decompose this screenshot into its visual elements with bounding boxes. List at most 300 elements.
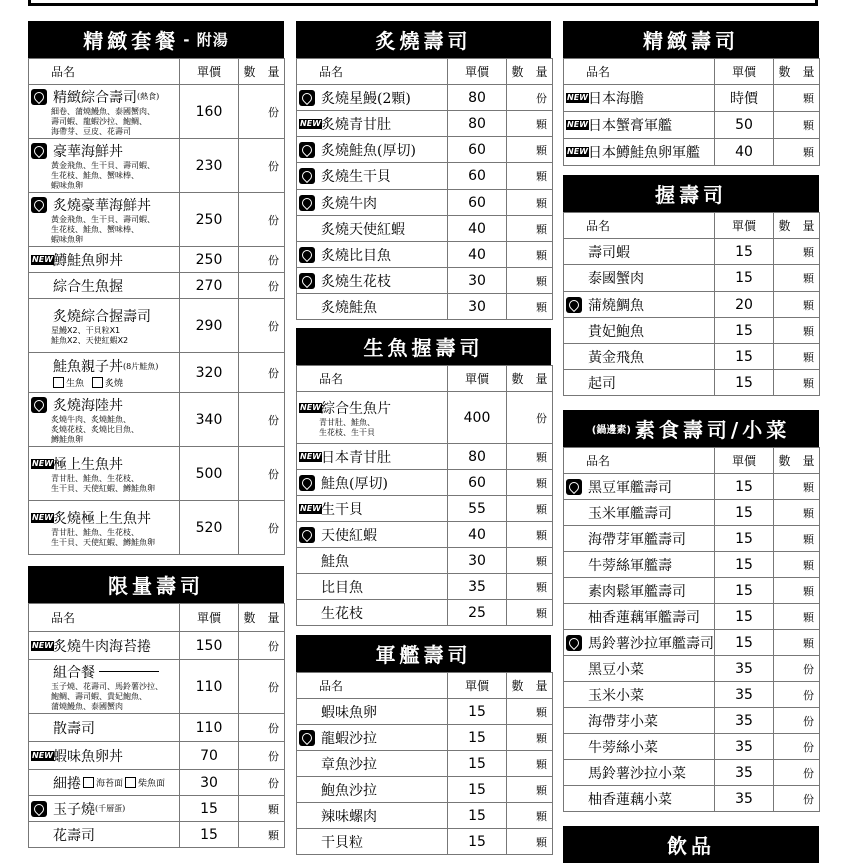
item-name: 日本青甘肚 <box>321 449 391 466</box>
section-nigiri <box>563 175 819 396</box>
option-checkbox[interactable] <box>53 377 64 388</box>
item-name: 馬鈴薯沙拉小菜 <box>588 765 686 782</box>
item-price: 25 <box>448 600 507 626</box>
table-row[interactable] <box>297 803 553 829</box>
table-header-row <box>297 673 553 699</box>
item-price: 30 <box>448 548 507 574</box>
item-name: 散壽司 <box>53 720 95 737</box>
column-header-price: 單價 <box>180 604 239 632</box>
table-row[interactable] <box>297 85 553 111</box>
item-quantity-cell[interactable]: 顆 <box>774 630 820 656</box>
table-row[interactable] <box>29 660 285 714</box>
item-quantity-cell[interactable]: 份 <box>239 353 285 393</box>
item-quantity-cell[interactable]: 顆 <box>507 470 553 496</box>
item-name-cell <box>297 470 448 496</box>
item-name-cell <box>29 796 180 822</box>
table-row[interactable] <box>564 630 820 656</box>
table-row[interactable] <box>297 777 553 803</box>
option-checkbox[interactable] <box>92 377 103 388</box>
item-quantity-cell[interactable]: 顆 <box>507 163 553 190</box>
item-name-cell <box>564 708 715 734</box>
item-name: 蝦味魚卵丼 <box>53 748 123 765</box>
table-row[interactable] <box>564 552 820 578</box>
item-price: 15 <box>715 344 774 370</box>
option-label: 柴魚面 <box>138 779 166 789</box>
table-row[interactable] <box>564 786 820 812</box>
item-name: 炙燒綜合握壽司 <box>53 308 151 325</box>
new-badge-icon: NEW <box>300 402 321 412</box>
item-quantity-cell[interactable]: 顆 <box>507 190 553 216</box>
item-name: 鱒鮭魚卵丼 <box>53 252 123 269</box>
table-row[interactable] <box>564 344 820 370</box>
item-name-cell <box>297 111 448 137</box>
table-row[interactable] <box>29 247 285 273</box>
section-header <box>563 21 819 58</box>
item-price: 60 <box>448 470 507 496</box>
item-name: 龍蝦沙拉 <box>321 730 377 747</box>
table-header-row <box>564 59 820 85</box>
item-name: 海帶芽小菜 <box>588 713 658 730</box>
item-name: 章魚沙拉 <box>321 756 377 773</box>
item-quantity-cell[interactable]: 顆 <box>507 216 553 242</box>
item-quantity-cell[interactable]: 顆 <box>774 578 820 604</box>
item-quantity-cell[interactable]: 顆 <box>774 552 820 578</box>
item-quantity-cell[interactable]: 顆 <box>507 803 553 829</box>
item-quantity-cell[interactable]: 份 <box>239 742 285 770</box>
item-description: 星鰻X2、干貝粒X1 <box>51 325 121 335</box>
item-quantity-cell[interactable]: 顆 <box>507 111 553 137</box>
section-title: 精緻套餐 <box>83 29 180 53</box>
table-row[interactable] <box>564 139 820 166</box>
item-name: 鮑魚沙拉 <box>321 782 377 799</box>
item-quantity-cell[interactable]: 份 <box>774 708 820 734</box>
item-quantity-cell[interactable]: 份 <box>239 247 285 273</box>
item-quantity-cell[interactable]: 份 <box>774 760 820 786</box>
column-header-name: 品名 <box>297 673 448 699</box>
item-price: 15 <box>180 822 239 848</box>
item-quantity-cell[interactable]: 顆 <box>507 725 553 751</box>
flame-torch-icon <box>566 635 582 651</box>
item-name-cell <box>297 725 448 751</box>
item-name: 炙燒星鰻(2顆) <box>321 90 411 107</box>
item-quantity-cell[interactable]: 顆 <box>507 294 553 320</box>
item-name: 炙燒牛肉 <box>321 195 377 212</box>
table-row[interactable] <box>564 578 820 604</box>
item-tag: (熱食) <box>137 92 160 101</box>
table-row[interactable] <box>297 496 553 522</box>
item-price: 15 <box>715 552 774 578</box>
item-name: 炙燒鮭魚(厚切) <box>321 142 416 159</box>
table-row[interactable] <box>564 370 820 396</box>
item-name: 泰國蟹肉 <box>588 271 644 287</box>
item-quantity-cell[interactable]: 顆 <box>774 474 820 500</box>
item-description: 海帶芽、豆皮、花壽司 <box>51 126 131 136</box>
option-checkbox[interactable] <box>83 777 94 788</box>
column-header-qty: 數 量 <box>239 59 285 85</box>
item-quantity-cell[interactable]: 份 <box>507 392 553 444</box>
item-name: 蝦味魚卵 <box>321 704 377 721</box>
table-row[interactable] <box>297 829 553 855</box>
table-row[interactable] <box>29 273 285 299</box>
flame-torch-icon <box>31 197 47 213</box>
item-name-cell <box>297 444 448 470</box>
table-row[interactable] <box>564 500 820 526</box>
table-row[interactable] <box>29 632 285 660</box>
item-name-cell <box>29 822 180 848</box>
item-quantity-cell[interactable]: 顆 <box>507 777 553 803</box>
menu-table <box>296 365 553 626</box>
item-price: 35 <box>448 574 507 600</box>
item-description: 生干貝、天使紅蝦、鱒鮭魚卵 <box>51 537 155 547</box>
table-row[interactable] <box>297 242 553 268</box>
item-name-cell <box>297 777 448 803</box>
item-name: 日本海膽 <box>588 91 644 107</box>
table-row[interactable] <box>297 216 553 242</box>
table-row[interactable] <box>564 708 820 734</box>
section-header <box>563 175 819 212</box>
item-price: 35 <box>715 708 774 734</box>
item-quantity-cell[interactable]: 份 <box>239 632 285 660</box>
item-name-cell <box>29 247 180 273</box>
item-quantity-cell[interactable]: 份 <box>239 714 285 742</box>
item-quantity-cell[interactable]: 顆 <box>774 239 820 265</box>
item-quantity-cell[interactable]: 顆 <box>507 137 553 163</box>
item-quantity-cell[interactable]: 份 <box>239 193 285 247</box>
item-price: 15 <box>448 803 507 829</box>
table-row[interactable] <box>297 111 553 137</box>
table-row[interactable] <box>29 353 285 393</box>
item-quantity-cell[interactable]: 份 <box>239 770 285 796</box>
item-description: 鱒鮭魚卵 <box>51 434 83 444</box>
flame-torch-icon <box>299 168 315 184</box>
table-row[interactable] <box>564 292 820 318</box>
option-checkbox[interactable] <box>125 777 136 788</box>
table-row[interactable] <box>297 574 553 600</box>
table-row[interactable] <box>297 392 553 444</box>
item-name: 黑豆軍艦壽司 <box>588 479 672 496</box>
item-quantity-cell[interactable]: 顆 <box>507 242 553 268</box>
item-name-cell <box>29 447 180 501</box>
table-row[interactable] <box>29 742 285 770</box>
item-price: 時價 <box>715 85 774 112</box>
item-quantity-cell[interactable]: 顆 <box>507 699 553 725</box>
item-name-cell <box>564 552 715 578</box>
column-header-qty: 數 量 <box>774 59 820 85</box>
item-name-cell <box>297 294 448 320</box>
item-name-cell <box>29 273 180 299</box>
table-row[interactable] <box>297 268 553 294</box>
item-name: 日本鱒鮭魚卵軍艦 <box>588 145 700 161</box>
item-quantity-cell[interactable]: 份 <box>774 734 820 760</box>
item-name: 起司 <box>588 375 616 392</box>
table-row[interactable] <box>564 318 820 344</box>
item-name: 鮭魚親子丼 <box>53 359 123 375</box>
item-name: 黑豆小菜 <box>588 661 644 678</box>
table-row[interactable] <box>564 526 820 552</box>
item-quantity-cell[interactable]: 顆 <box>507 600 553 626</box>
item-price: 35 <box>715 682 774 708</box>
table-header-row <box>29 59 285 85</box>
item-name: 生花枝 <box>321 605 363 622</box>
item-price: 15 <box>448 751 507 777</box>
table-row[interactable] <box>297 600 553 626</box>
item-quantity-cell[interactable]: 份 <box>239 447 285 501</box>
item-name: 黃金飛魚 <box>588 349 644 366</box>
table-row[interactable] <box>297 699 553 725</box>
item-name: 玉米軍艦壽司 <box>588 505 672 522</box>
item-name-cell <box>564 318 715 344</box>
table-row[interactable] <box>564 760 820 786</box>
item-quantity-cell[interactable]: 顆 <box>507 548 553 574</box>
item-quantity-cell[interactable]: 顆 <box>507 444 553 470</box>
item-description: 青甘肚、鮭魚、生花枝、 <box>51 473 139 483</box>
item-name: 玉米小菜 <box>588 687 644 704</box>
table-row[interactable] <box>29 139 285 193</box>
item-name-cell <box>564 786 715 812</box>
item-quantity-cell[interactable]: 顆 <box>507 496 553 522</box>
item-quantity-cell[interactable]: 份 <box>239 393 285 447</box>
item-name: 鮭魚(厚切) <box>321 475 388 492</box>
item-name-cell <box>29 770 180 796</box>
item-quantity-cell[interactable]: 份 <box>239 139 285 193</box>
item-name: 壽司蝦 <box>588 244 630 261</box>
item-price: 250 <box>180 193 239 247</box>
item-description: 生花枝、生干貝 <box>319 427 375 437</box>
item-description: 蝦味魚卵 <box>51 234 83 244</box>
divider-line <box>99 671 159 672</box>
item-description: 鮑鲷、壽司蝦、貴妃鮑魚、 <box>51 691 147 701</box>
column-header-price: 單價 <box>448 59 507 85</box>
item-price: 30 <box>448 268 507 294</box>
table-header-row <box>297 59 553 85</box>
item-price: 400 <box>448 392 507 444</box>
column-header-name: 品名 <box>29 59 180 85</box>
item-tag: (8片鮭魚) <box>123 361 159 371</box>
item-name-cell <box>564 292 715 318</box>
item-name-cell <box>564 265 715 292</box>
flame-torch-icon <box>566 297 582 313</box>
item-quantity-cell[interactable]: 顆 <box>774 292 820 318</box>
item-description: 青甘肚、鮭魚、 <box>319 417 375 427</box>
item-quantity-cell[interactable]: 顆 <box>774 604 820 630</box>
table-row[interactable] <box>564 474 820 500</box>
table-row[interactable] <box>564 682 820 708</box>
item-description: 黃金飛魚、生干貝、壽司蝦、 <box>51 160 155 170</box>
item-price: 20 <box>715 292 774 318</box>
item-price: 15 <box>715 239 774 265</box>
new-badge-icon: NEW <box>32 254 53 264</box>
item-description: 細卷、蒲燒鰻魚、泰國蟹肉、 <box>51 106 155 116</box>
new-badge-icon: NEW <box>32 750 53 760</box>
item-name: 素肉鬆軍艦壽司 <box>588 583 686 600</box>
new-badge-icon: NEW <box>32 458 53 468</box>
item-quantity-cell[interactable]: 顆 <box>774 318 820 344</box>
table-row[interactable] <box>297 190 553 216</box>
table-row[interactable] <box>29 299 285 353</box>
item-quantity-cell[interactable]: 顆 <box>774 526 820 552</box>
item-quantity-cell[interactable]: 顆 <box>774 112 820 139</box>
table-row[interactable] <box>297 294 553 320</box>
menu-table <box>28 58 285 555</box>
column-header-qty: 數 量 <box>774 448 820 474</box>
section-prefix: (鍋邊素) <box>591 425 631 436</box>
option-label: 生魚 <box>66 379 85 389</box>
table-row[interactable] <box>297 548 553 574</box>
section-title: 限量壽司 <box>108 574 204 598</box>
item-description: 生花枝、鮭魚、蟹味棒、 <box>51 170 139 180</box>
menu-table <box>563 212 820 396</box>
table-row[interactable] <box>564 656 820 682</box>
item-description: 鮭魚X2、天使紅蝦X2 <box>51 335 129 345</box>
table-row[interactable] <box>29 447 285 501</box>
section-title: 飲品 <box>667 834 715 858</box>
item-name: 炙燒豪華海鮮丼 <box>53 197 151 214</box>
item-quantity-cell[interactable]: 顆 <box>774 370 820 396</box>
section-limited <box>28 566 284 848</box>
item-name-cell <box>29 139 180 193</box>
table-row[interactable] <box>297 522 553 548</box>
item-quantity-cell[interactable]: 顆 <box>774 85 820 112</box>
item-quantity-cell[interactable]: 份 <box>239 273 285 299</box>
table-row[interactable] <box>29 796 285 822</box>
section-header <box>563 826 819 863</box>
item-price: 15 <box>715 500 774 526</box>
item-price: 30 <box>180 770 239 796</box>
item-quantity-cell[interactable]: 顆 <box>774 265 820 292</box>
item-name-cell <box>29 85 180 139</box>
column-header-name: 品名 <box>297 366 448 392</box>
table-row[interactable] <box>564 265 820 292</box>
item-price: 110 <box>180 660 239 714</box>
item-quantity-cell[interactable]: 份 <box>239 299 285 353</box>
item-quantity-cell[interactable]: 顆 <box>507 574 553 600</box>
table-row[interactable] <box>297 163 553 190</box>
table-row[interactable] <box>29 770 285 796</box>
item-name-cell <box>297 548 448 574</box>
item-name: 炙燒牛肉海苔捲 <box>53 638 151 655</box>
item-quantity-cell[interactable]: 份 <box>774 786 820 812</box>
top-border <box>28 0 818 6</box>
item-quantity-cell[interactable]: 份 <box>239 660 285 714</box>
item-name-cell <box>29 742 180 770</box>
item-price: 250 <box>180 247 239 273</box>
item-price: 160 <box>180 85 239 139</box>
item-price: 70 <box>180 742 239 770</box>
item-quantity-cell[interactable]: 份 <box>774 682 820 708</box>
item-description: 玉子燒、花壽司、馬鈴薯沙拉、 <box>51 681 163 691</box>
table-row[interactable] <box>564 239 820 265</box>
flame-torch-icon <box>299 527 315 543</box>
section-header <box>563 410 819 447</box>
item-quantity-cell[interactable]: 顆 <box>774 500 820 526</box>
item-name-cell <box>297 803 448 829</box>
item-name-cell <box>29 353 180 393</box>
flame-torch-icon <box>31 801 47 817</box>
item-name: 柚香蓮藕軍艦壽司 <box>588 609 700 626</box>
table-row[interactable] <box>564 85 820 112</box>
menu-table <box>28 603 285 848</box>
table-row[interactable] <box>29 393 285 447</box>
item-description: 炙燒花枝、炙燒比目魚、 <box>51 424 139 434</box>
item-quantity-cell[interactable]: 顆 <box>774 139 820 166</box>
item-name-cell <box>297 85 448 111</box>
table-row[interactable] <box>29 193 285 247</box>
item-name-cell <box>564 85 715 112</box>
item-name: 炙燒海陸丼 <box>53 397 123 414</box>
item-name: 炙燒生干貝 <box>321 169 391 185</box>
table-header-row <box>564 213 820 239</box>
item-description: 青甘肚、鮭魚、生花枝、 <box>51 527 139 537</box>
item-name-cell <box>29 299 180 353</box>
item-quantity-cell[interactable]: 顆 <box>239 796 285 822</box>
table-row[interactable] <box>29 85 285 139</box>
item-price: 50 <box>715 112 774 139</box>
item-name-cell <box>297 163 448 190</box>
item-name-cell <box>297 829 448 855</box>
item-quantity-cell[interactable]: 份 <box>507 85 553 111</box>
item-name: 天使紅蝦 <box>321 527 377 544</box>
item-price: 230 <box>180 139 239 193</box>
item-name-cell <box>564 370 715 396</box>
item-price: 15 <box>715 474 774 500</box>
table-row[interactable] <box>564 734 820 760</box>
flame-torch-icon <box>299 90 315 106</box>
item-price: 40 <box>448 522 507 548</box>
item-name-cell <box>297 496 448 522</box>
table-row[interactable] <box>564 604 820 630</box>
item-quantity-cell[interactable]: 顆 <box>774 344 820 370</box>
item-price: 520 <box>180 501 239 555</box>
item-quantity-cell[interactable]: 份 <box>239 501 285 555</box>
item-name: 炙燒鮭魚 <box>321 299 377 316</box>
table-row[interactable] <box>297 470 553 496</box>
item-quantity-cell[interactable]: 顆 <box>507 829 553 855</box>
item-price: 35 <box>715 656 774 682</box>
table-row[interactable] <box>564 112 820 139</box>
table-row[interactable] <box>297 137 553 163</box>
item-quantity-cell[interactable]: 顆 <box>507 268 553 294</box>
item-quantity-cell[interactable]: 份 <box>239 85 285 139</box>
item-quantity-cell[interactable]: 顆 <box>507 522 553 548</box>
item-name: 鮭魚 <box>321 553 349 570</box>
table-row[interactable] <box>297 444 553 470</box>
item-quantity-cell[interactable]: 份 <box>774 656 820 682</box>
table-row[interactable] <box>29 822 285 848</box>
table-row[interactable] <box>29 501 285 555</box>
column-header-qty: 數 量 <box>507 366 553 392</box>
table-row[interactable] <box>29 714 285 742</box>
item-name-cell <box>29 501 180 555</box>
section-title: 握壽司 <box>655 183 727 207</box>
item-name: 蒲燒鯛魚 <box>588 297 644 314</box>
table-row[interactable] <box>297 725 553 751</box>
item-name-cell <box>297 751 448 777</box>
table-row[interactable] <box>297 751 553 777</box>
item-name: 炙燒青甘肚 <box>321 116 391 133</box>
item-name-cell <box>564 500 715 526</box>
new-badge-icon: NEW <box>32 512 53 522</box>
item-price: 60 <box>448 137 507 163</box>
item-description: 蒲燒鰻魚、泰國蟹肉 <box>51 701 123 711</box>
item-name-cell <box>297 137 448 163</box>
item-quantity-cell[interactable]: 顆 <box>239 822 285 848</box>
column-header-qty: 數 量 <box>774 213 820 239</box>
item-quantity-cell[interactable]: 顆 <box>507 751 553 777</box>
section-title: 精緻壽司 <box>643 29 739 53</box>
column-header-name: 品名 <box>564 59 715 85</box>
section-title: 素食壽司/小菜 <box>634 418 791 442</box>
flame-torch-icon <box>299 247 315 263</box>
